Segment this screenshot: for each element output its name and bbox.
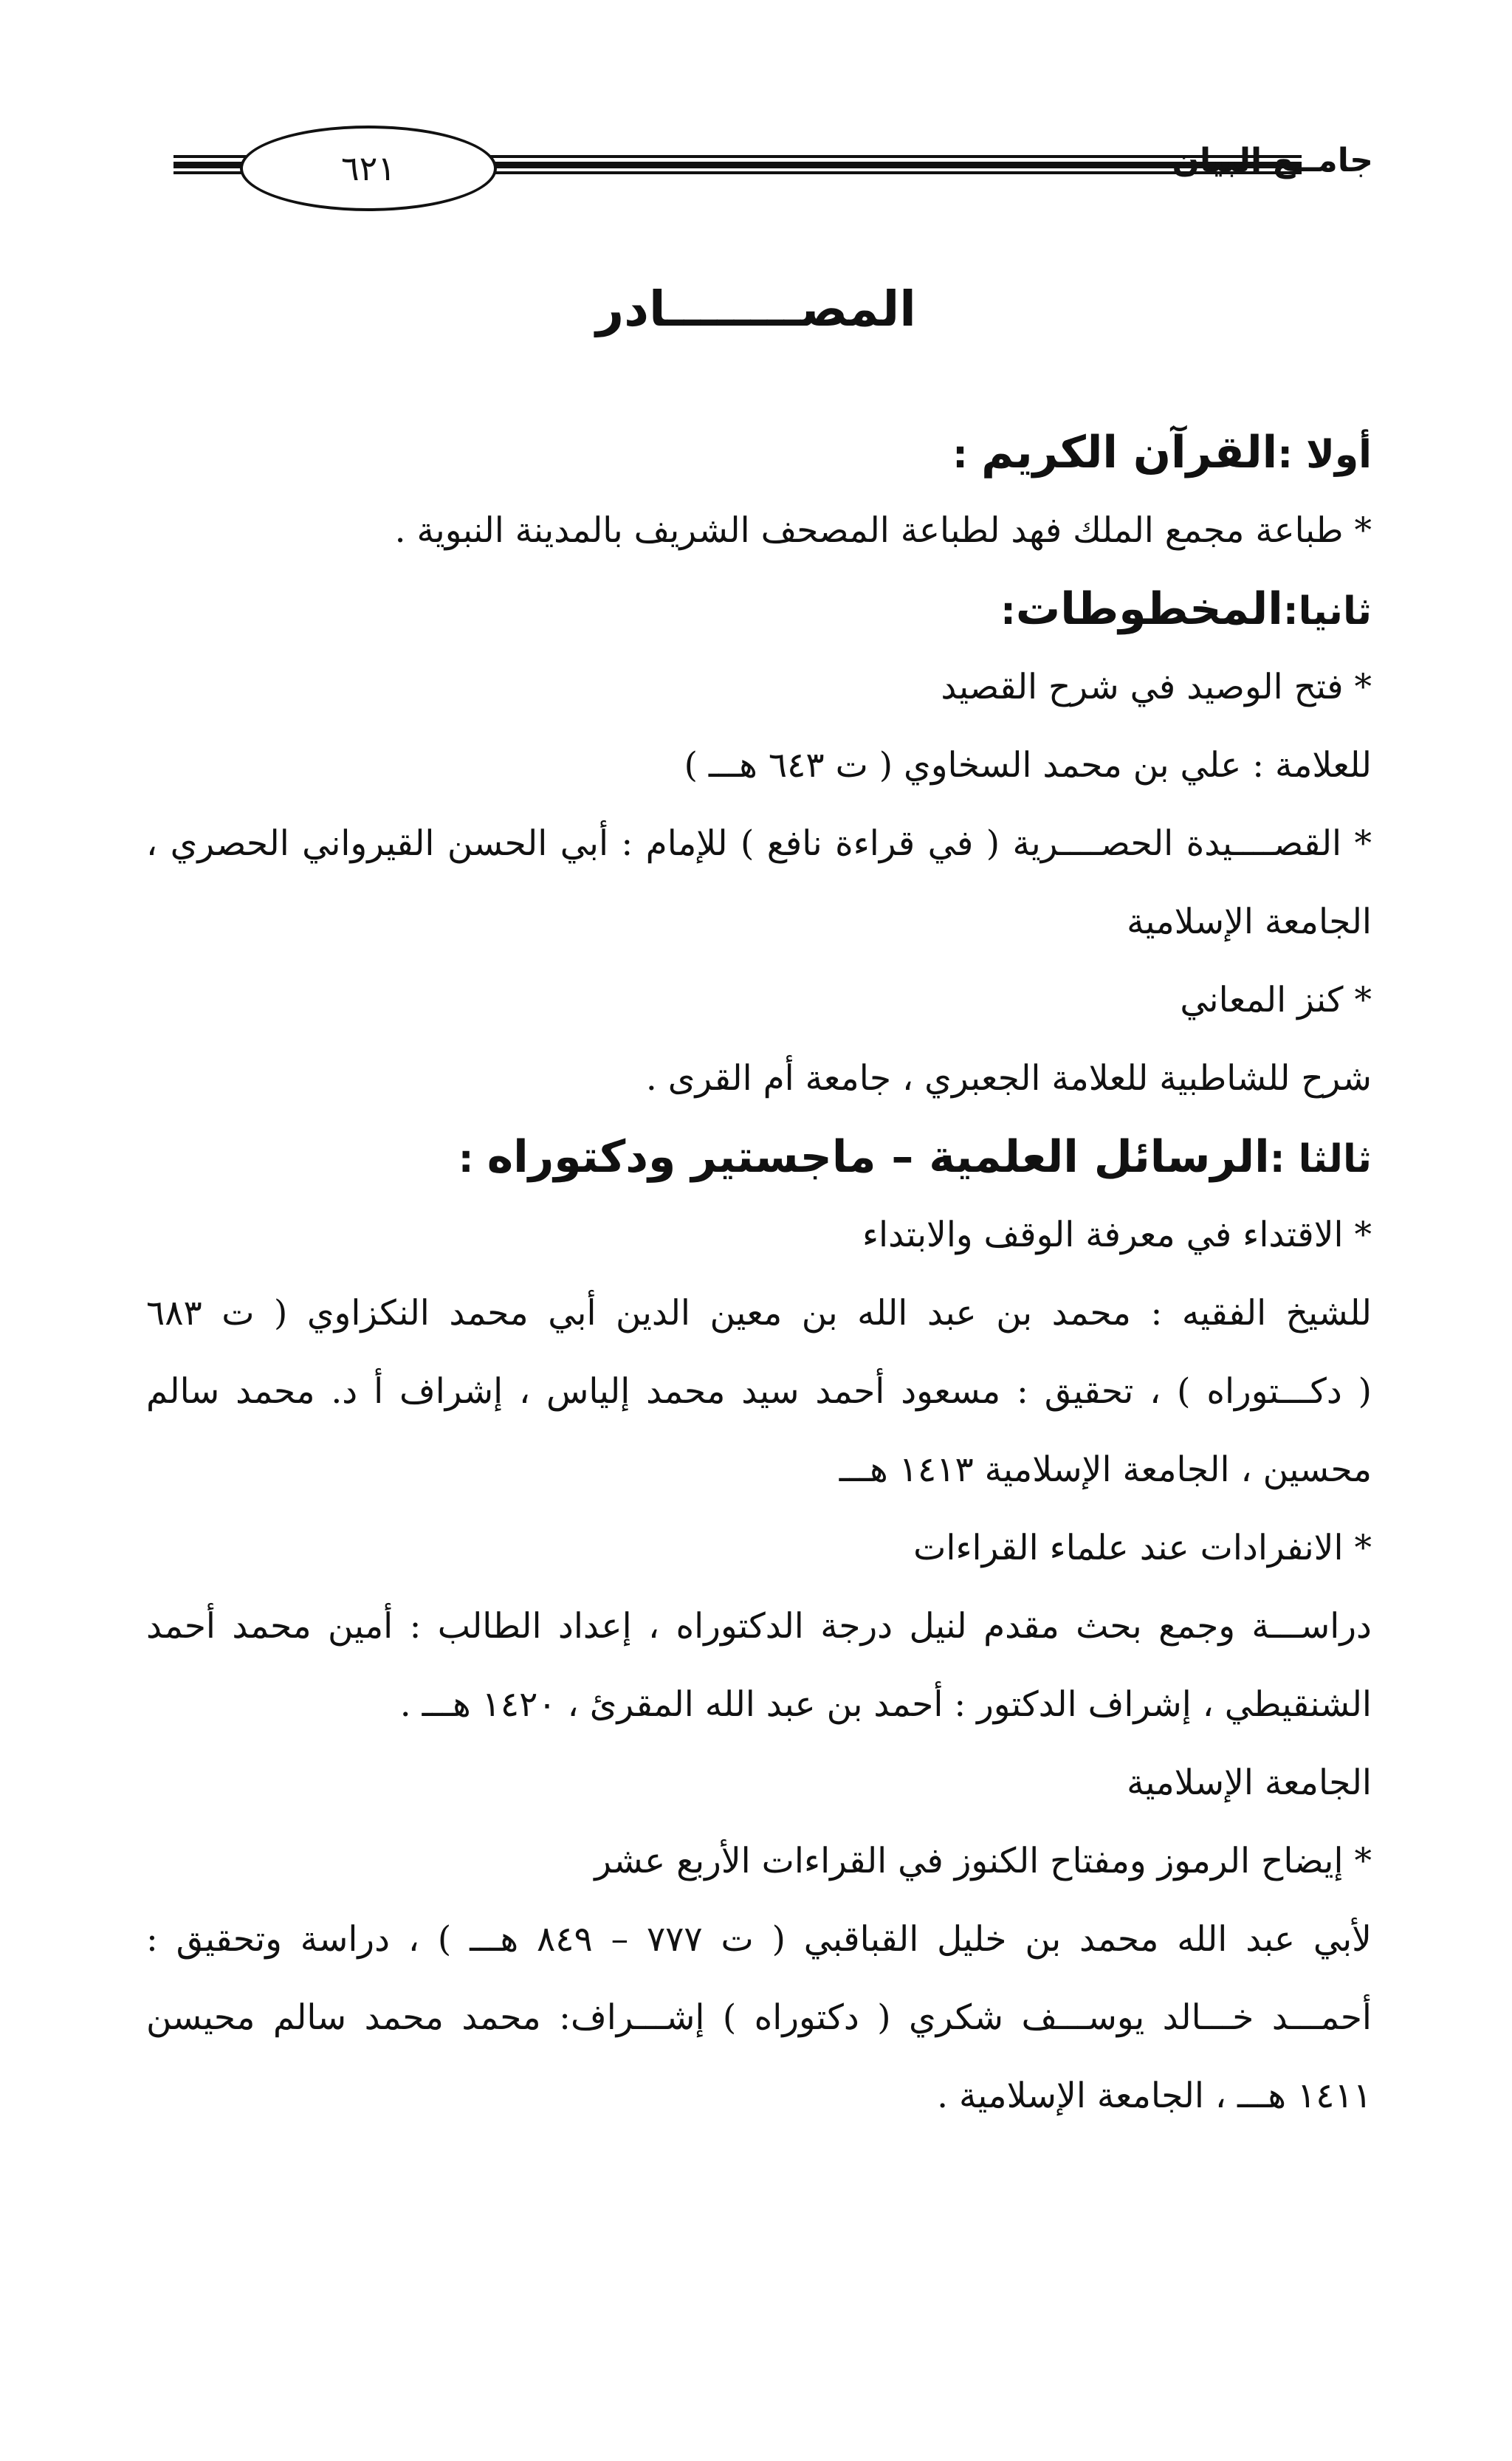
source-line: محسين ، الجامعة الإسلامية ١٤١٣ هـــ: [839, 1449, 1372, 1490]
source-line: * الانفرادات عند علماء القراءات: [913, 1528, 1372, 1568]
source-line: * الاقتداء في معرفة الوقف والابتداء: [862, 1215, 1372, 1255]
header-rule-left: [173, 155, 247, 174]
source-line: ١٤١١ هـــ ، الجامعة الإسلامية .: [937, 2076, 1372, 2116]
page-title: المصــــــــادر: [596, 281, 916, 337]
source-line: * فتح الوصيد في شرح القصيد: [941, 667, 1372, 707]
section-heading-quran: أولا :القرآن الكريم :: [952, 427, 1372, 478]
source-line: للعلامة : علي بن محمد السخاوي ( ت ٦٤٣ هـــ ): [684, 745, 1372, 786]
source-line: الشنقيطي ، إشراف الدكتور : أحمد بن عبد الله المقرئ ، ١٤٢٠ هـــ .: [399, 1684, 1372, 1725]
source-line: لأبي عبد الله محمد بن خليل القباقبي ( ت ٧٧٧ – ٨٤٩ هـــ ) ، دراسة وتحقيق :: [146, 1919, 1372, 1960]
source-line: للشيخ الفقيه : محمد بن عبد الله بن معين الدين أبي محمد النكزاوي ( ت ٦٨٣: [146, 1293, 1372, 1334]
section-heading-manuscripts: ثانيا:المخطوطات:: [1000, 583, 1372, 635]
source-line: ( دكـــتوراه ) ، تحقيق : مسعود أحمد سيد محمد إلياس ، إشراف أ د. محمد سالم: [146, 1371, 1372, 1412]
source-line: الجامعة الإسلامية: [1127, 902, 1372, 942]
page-number: ٦٢١: [240, 126, 497, 211]
running-title: جامــع البيان: [1172, 142, 1373, 179]
source-line: * إيضاح الرموز ومفتاح الكنوز في القراءات الأربع عشر: [594, 1841, 1372, 1881]
source-line: * طباعة مجمع الملك فهد لطباعة المصحف الشريف بالمدينة النبوية .: [394, 510, 1372, 551]
source-line: دراســـة وجمع بحث مقدم لنيل درجة الدكتوراه ، إعداد الطالب : أمين محمد أحمد: [146, 1606, 1372, 1647]
section-heading-theses: ثالثا :الرسائل العلمية – ماجستير ودكتوراه :: [458, 1131, 1372, 1183]
sources-list: [146, 413, 1372, 2135]
source-line: أحمـــد خـــالد يوســـف شكري ( دكتوراه ) إشـــراف: محمد محمد سالم محيسن: [146, 1997, 1372, 2038]
source-line: * القصــــيدة الحصــــرية ( في قراءة نافع ) للإمام : أبي الحسن القيرواني الحصري ،: [146, 823, 1372, 864]
page-header: [173, 126, 1373, 207]
source-line: * كنز المعاني: [1180, 980, 1372, 1020]
source-line: شرح للشاطبية للعلامة الجعبري ، جامعة أم القرى .: [645, 1058, 1372, 1099]
source-line: الجامعة الإسلامية: [1127, 1762, 1372, 1803]
